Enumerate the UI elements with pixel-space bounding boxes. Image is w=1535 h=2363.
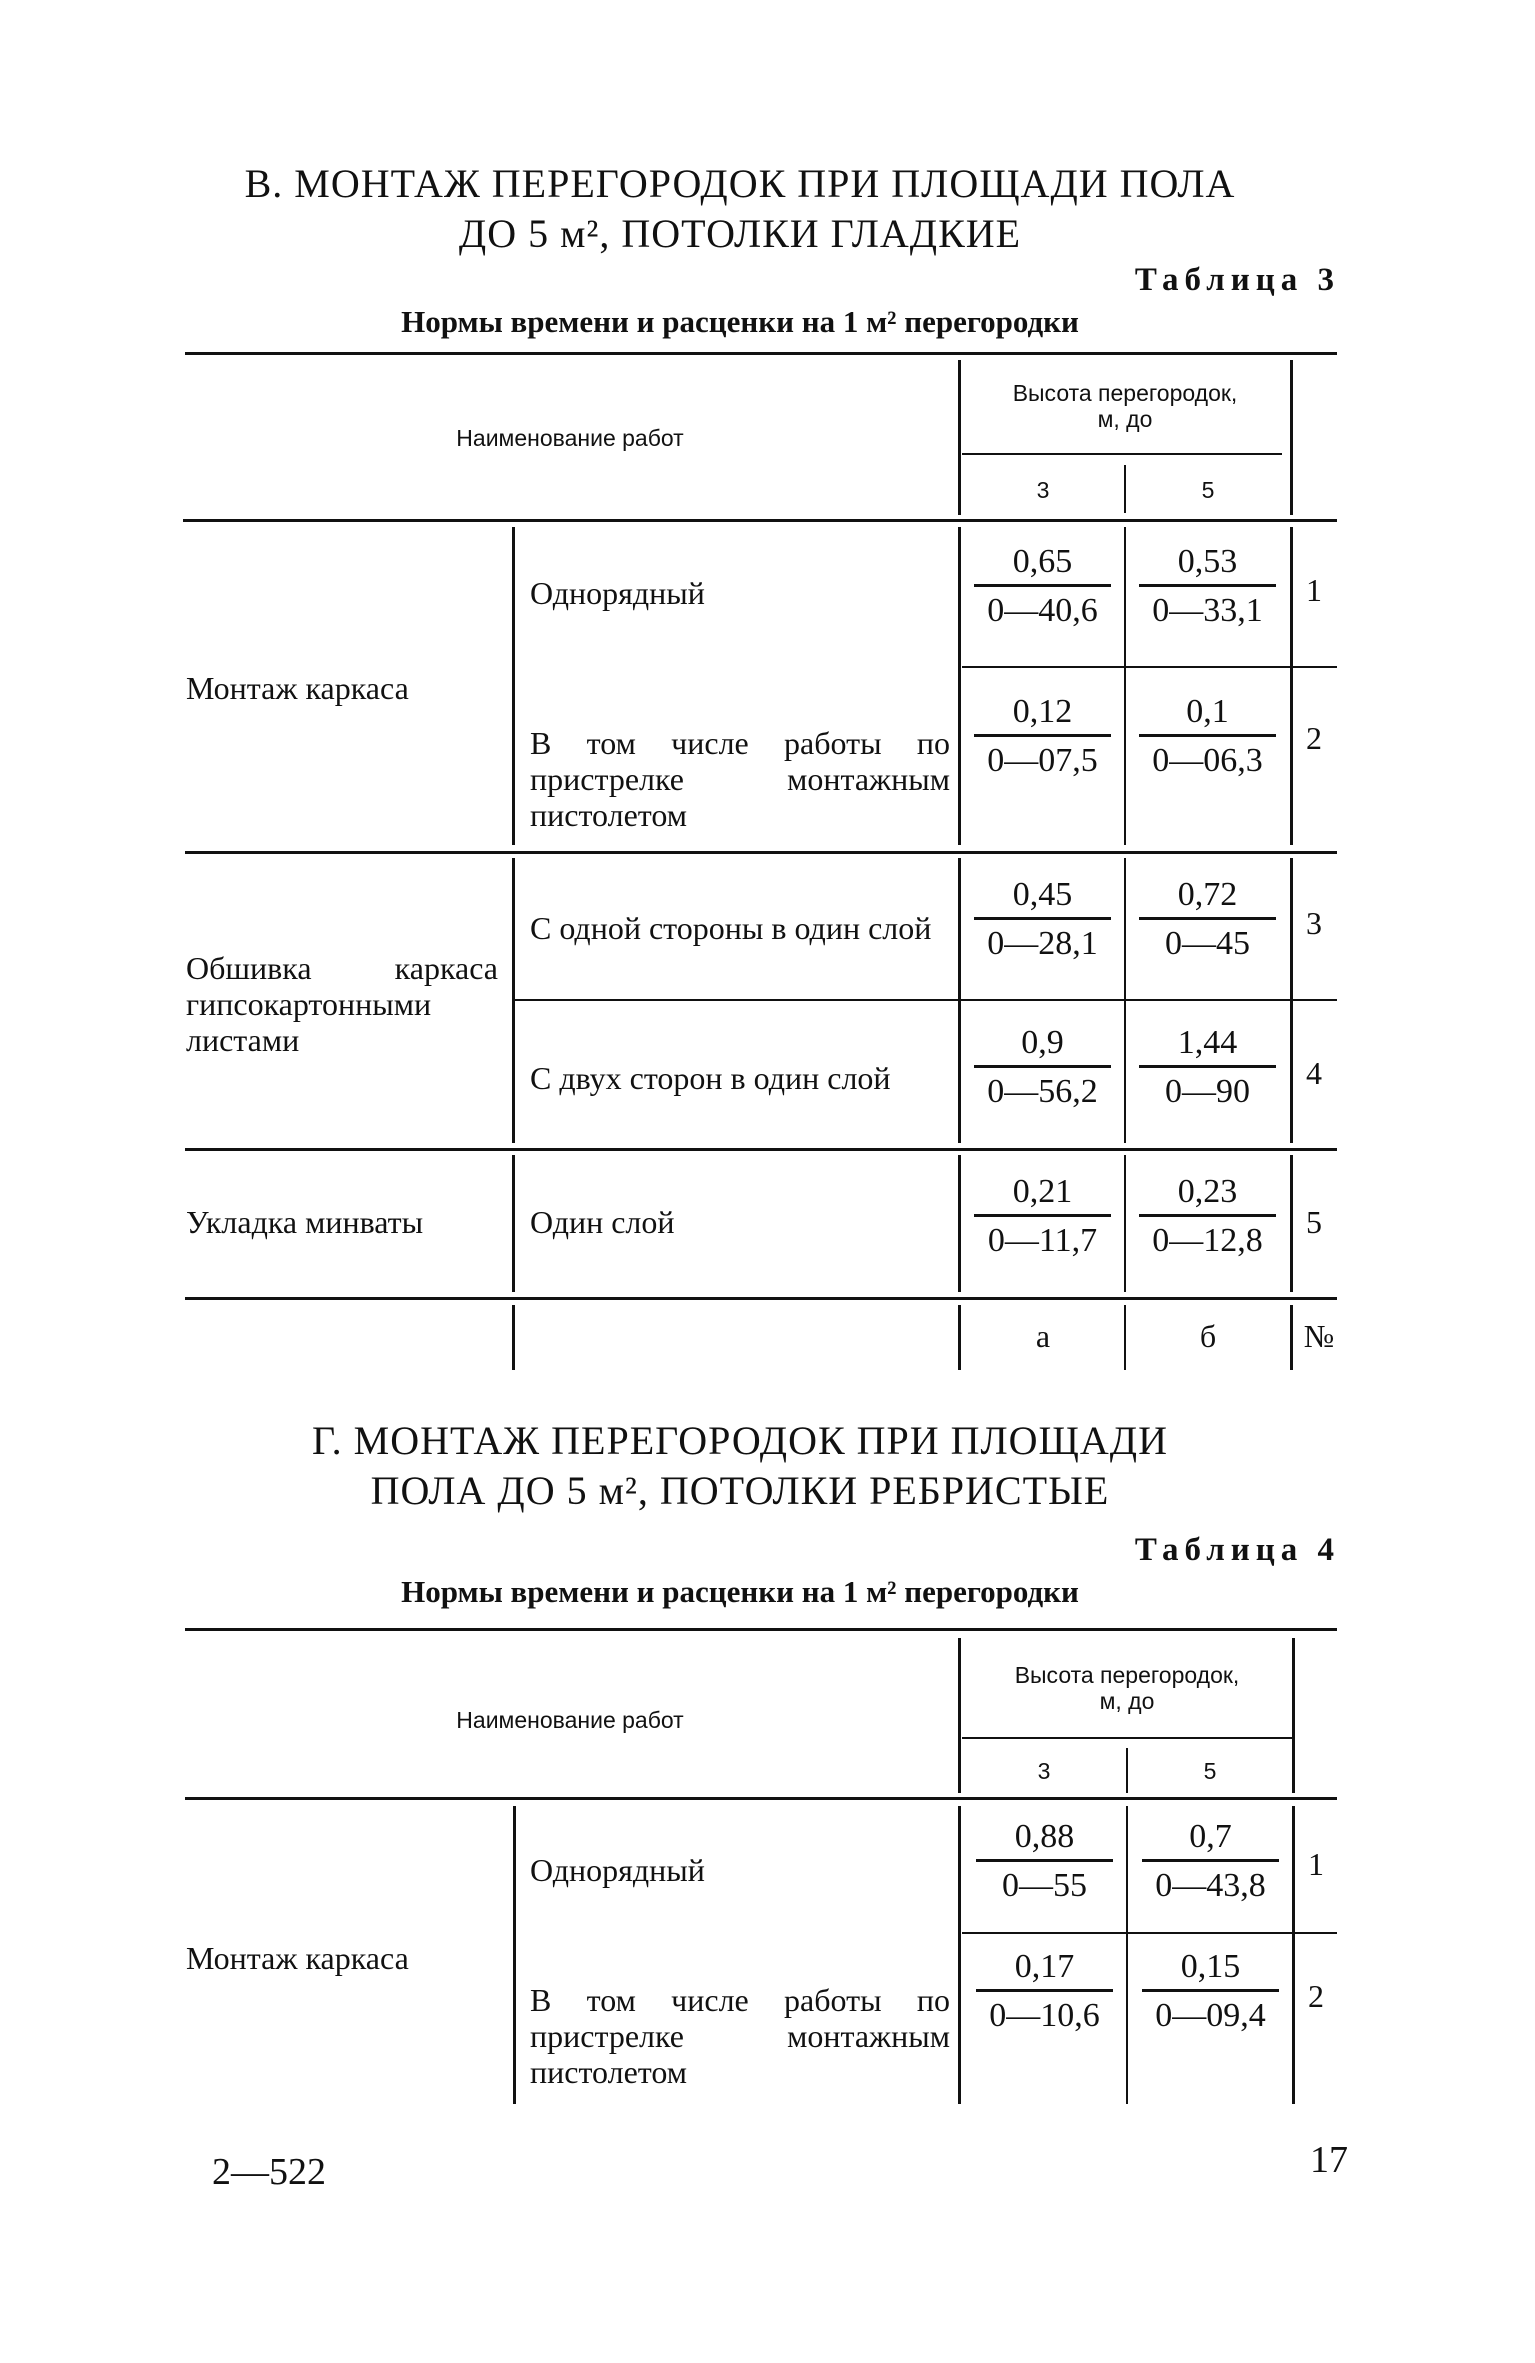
section-g-title-line1: Г. МОНТАЖ ПЕРЕГОРОДОК ПРИ ПЛОЩАДИ bbox=[312, 1418, 1168, 1463]
section-b-title-line2: ДО 5 м², ПОТОЛКИ ГЛАДКИЕ bbox=[458, 211, 1022, 256]
row-number: 2 bbox=[1308, 1978, 1324, 2014]
row-number: 5 bbox=[1306, 1204, 1322, 1240]
rate-fraction: 0,53 0—33,1 bbox=[1135, 540, 1280, 633]
header-name-col: Наименование работ bbox=[456, 1707, 684, 1733]
row-desc: Один слой bbox=[530, 1204, 675, 1240]
group-name: Обшивка каркаса гипсокартонными листами bbox=[186, 950, 498, 1058]
footer-col-a: а bbox=[1035, 1318, 1051, 1354]
group-name: Монтаж каркаса bbox=[186, 670, 409, 706]
row-number: 3 bbox=[1306, 905, 1322, 941]
row-desc: В том числе работы по пристрелке монтажным пистолетом bbox=[530, 1982, 950, 2090]
footer-col-no: № bbox=[1303, 1318, 1335, 1354]
header-height-line1: Высота перегородок, bbox=[1012, 380, 1238, 406]
header-col-5: 5 bbox=[1201, 477, 1215, 503]
rate-fraction: 0,12 0—07,5 bbox=[970, 690, 1115, 783]
section-b-title-line1: В. МОНТАЖ ПЕРЕГОРОДОК ПРИ ПЛОЩАДИ ПОЛА bbox=[244, 161, 1236, 206]
header-col-3: 3 bbox=[1036, 477, 1050, 503]
table-3-label: Таблица 3 bbox=[1134, 262, 1340, 298]
row-number: 2 bbox=[1306, 720, 1322, 756]
row-desc: В том числе работы по пристрелке монтажным пистолетом bbox=[530, 725, 950, 833]
row-desc: С одной стороны в один слой bbox=[530, 910, 932, 946]
row-number: 4 bbox=[1306, 1055, 1322, 1091]
rate-fraction: 0,15 0—09,4 bbox=[1138, 1945, 1283, 2038]
header-height-line1: Высота перегородок, bbox=[1014, 1662, 1240, 1688]
rate-fraction: 0,9 0—56,2 bbox=[970, 1021, 1115, 1114]
row-desc: С двух сторон в один слой bbox=[530, 1060, 891, 1096]
group-name: Укладка минваты bbox=[186, 1204, 424, 1240]
table-4-subtitle: Нормы времени и расценки на 1 м² перегородки bbox=[401, 1574, 1079, 1609]
group-name: Монтаж каркаса bbox=[186, 1940, 409, 1976]
page-number: 17 bbox=[1310, 2139, 1348, 2181]
footer-col-b: б bbox=[1199, 1318, 1217, 1354]
row-desc: Однорядный bbox=[530, 575, 705, 611]
table-3-subtitle: Нормы времени и расценки на 1 м² перегородки bbox=[401, 304, 1079, 339]
header-height-line2: м, до bbox=[1097, 406, 1153, 432]
rate-fraction: 0,17 0—10,6 bbox=[972, 1945, 1117, 2038]
rate-fraction: 0,7 0—43,8 bbox=[1138, 1815, 1283, 1908]
header-height-line2: м, до bbox=[1099, 1688, 1155, 1714]
row-number: 1 bbox=[1306, 572, 1322, 608]
rate-fraction: 1,44 0—90 bbox=[1135, 1021, 1280, 1114]
header-col-3: 3 bbox=[1037, 1758, 1051, 1784]
header-col-5: 5 bbox=[1203, 1758, 1217, 1784]
page-signature: 2—522 bbox=[212, 2151, 326, 2193]
rate-fraction: 0,1 0—06,3 bbox=[1135, 690, 1280, 783]
header-name-col: Наименование работ bbox=[456, 425, 684, 451]
section-g-title-line2: ПОЛА ДО 5 м², ПОТОЛКИ РЕБРИСТЫЕ bbox=[370, 1468, 1110, 1513]
rate-fraction: 0,45 0—28,1 bbox=[970, 873, 1115, 966]
rate-fraction: 0,23 0—12,8 bbox=[1135, 1170, 1280, 1263]
row-desc: Однорядный bbox=[530, 1852, 705, 1888]
rate-fraction: 0,21 0—11,7 bbox=[970, 1170, 1115, 1263]
rate-fraction: 0,65 0—40,6 bbox=[970, 540, 1115, 633]
row-number: 1 bbox=[1308, 1846, 1324, 1882]
rate-fraction: 0,72 0—45 bbox=[1135, 873, 1280, 966]
rate-fraction: 0,88 0—55 bbox=[972, 1815, 1117, 1908]
table-4-label: Таблица 4 bbox=[1134, 1532, 1340, 1568]
